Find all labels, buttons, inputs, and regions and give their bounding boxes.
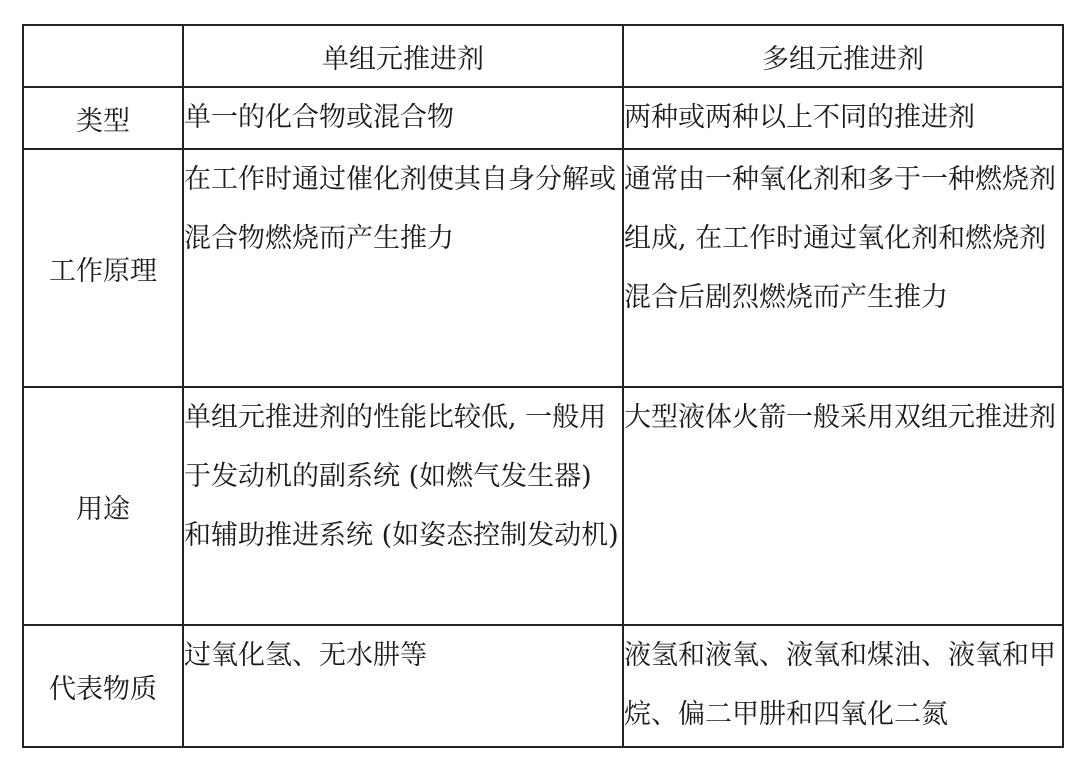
table-row-use: [23, 387, 1063, 625]
table-row-sample: [23, 625, 1063, 747]
row-label-use: 用途: [23, 387, 183, 625]
row-label-principle: 工作原理: [23, 149, 183, 387]
cell-type-mono: 单一的化合物或混合物: [183, 87, 623, 149]
column-header-multi: 多组元推进剂: [623, 25, 1063, 87]
table-row-type: [23, 87, 1063, 149]
propellant-comparison-table: [22, 24, 1064, 748]
table-row-principle: [23, 149, 1063, 387]
column-header-mono: 单组元推进剂: [183, 25, 623, 87]
cell-use-mono: 单组元推进剂的性能比较低, 一般用于发动机的副系统 (如燃气发生器) 和辅助推进系统 (如姿态控制发动机): [183, 387, 623, 625]
cell-principle-mono: 在工作时通过催化剂使其自身分解或混合物燃烧而产生推力: [183, 149, 623, 387]
cell-sample-mono: 过氧化氢、无水肼等: [183, 625, 623, 747]
header-row: [23, 25, 1063, 87]
cell-use-multi: 大型液体火箭一般采用双组元推进剂: [623, 387, 1063, 625]
corner-cell: [23, 25, 183, 87]
cell-sample-multi: 液氢和液氧、液氧和煤油、液氧和甲烷、偏二甲肼和四氧化二氮: [623, 625, 1063, 747]
row-label-sample: 代表物质: [23, 625, 183, 747]
cell-principle-multi: 通常由一种氧化剂和多于一种燃烧剂组成, 在工作时通过氧化剂和燃烧剂混合后剧烈燃烧而产生推力: [623, 149, 1063, 387]
row-label-type: 类型: [23, 87, 183, 149]
cell-type-multi: 两种或两种以上不同的推进剂: [623, 87, 1063, 149]
